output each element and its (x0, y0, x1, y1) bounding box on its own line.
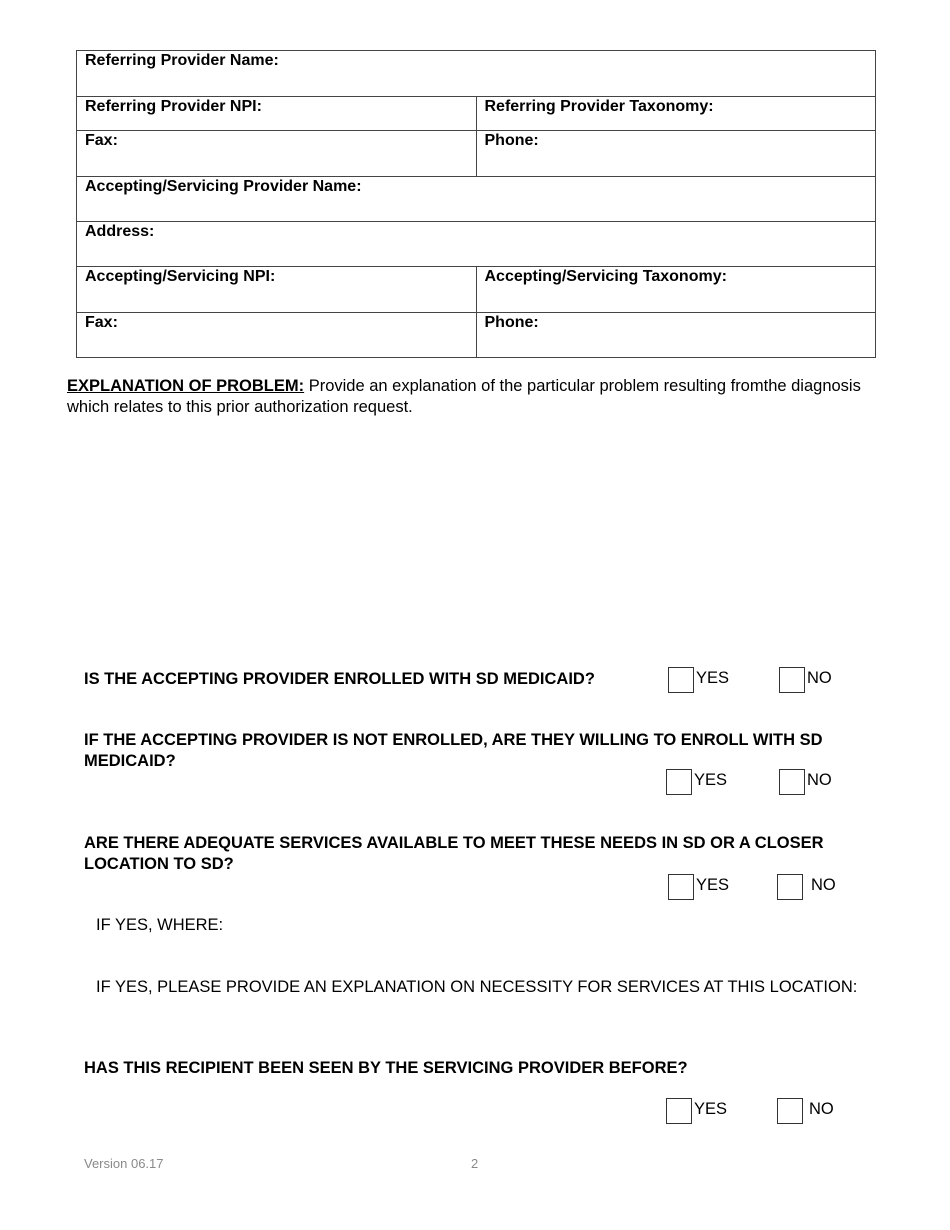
seen-no-label: NO (809, 1100, 834, 1118)
referring-provider-npi-field[interactable] (77, 97, 477, 131)
willing-no-checkbox[interactable] (779, 769, 805, 795)
address-label: Address: (85, 223, 155, 240)
seen-yes-option[interactable] (666, 1098, 727, 1124)
accepting-fax-label: Fax: (85, 314, 118, 331)
willing-yes-label: YES (694, 771, 728, 789)
accepting-phone-label: Phone: (484, 314, 539, 331)
accepting-npi-label: Accepting/Servicing NPI: (85, 268, 276, 285)
referring-provider-npi-label: Referring Provider NPI: (85, 98, 262, 115)
services-yes-option[interactable] (668, 874, 729, 900)
enrolled-yes-option[interactable] (668, 667, 729, 693)
explanation-section (67, 376, 887, 417)
enrolled-no-label: NO (807, 669, 832, 687)
accepting-npi-field[interactable] (77, 267, 477, 313)
address-field[interactable] (77, 222, 876, 267)
referring-provider-taxonomy-field[interactable] (476, 97, 876, 131)
willing-yes-option[interactable] (666, 769, 727, 795)
seen-yes-checkbox[interactable] (666, 1098, 692, 1124)
provider-info-table (76, 50, 876, 358)
if-yes-explanation-label: IF YES, PLEASE PROVIDE AN EXPLANATION ON NECESSITY FOR SERVICES AT THIS LOCATION: (96, 978, 858, 996)
referring-provider-name-field[interactable] (77, 51, 876, 97)
referring-provider-taxonomy-label: Referring Provider Taxonomy: (484, 98, 714, 115)
services-no-option[interactable] (777, 874, 836, 900)
explanation-text: Provide an explanation of the particular problem resulting fromthe diagnosis which relates to this prior authorization request. (67, 377, 861, 416)
seen-no-checkbox[interactable] (777, 1098, 803, 1124)
services-no-label: NO (811, 876, 836, 894)
question-adequate-services: ARE THERE ADEQUATE SERVICES AVAILABLE TO MEET THESE NEEDS IN SD OR A CLOSER LOCATION TO SD? (84, 834, 824, 873)
explanation-heading: EXPLANATION OF PROBLEM: (67, 377, 305, 395)
question-seen-before: HAS THIS RECIPIENT BEEN SEEN BY THE SERVICING PROVIDER BEFORE? (84, 1059, 688, 1077)
footer-version: Version 06.17 (84, 1156, 164, 1171)
accepting-taxonomy-label: Accepting/Servicing Taxonomy: (484, 268, 727, 285)
enrolled-yes-checkbox[interactable] (668, 667, 694, 693)
willing-no-option[interactable] (779, 769, 832, 795)
accepting-taxonomy-field[interactable] (476, 267, 876, 313)
services-yes-label: YES (696, 876, 730, 894)
services-yes-checkbox[interactable] (668, 874, 694, 900)
enrolled-no-option[interactable] (779, 667, 832, 693)
question-willing-to-enroll: IF THE ACCEPTING PROVIDER IS NOT ENROLLED, ARE THEY WILLING TO ENROLL WITH SD MEDICAID? (84, 731, 823, 770)
referring-provider-name-label: Referring Provider Name: (85, 52, 279, 69)
footer-page-number: 2 (471, 1156, 479, 1171)
referring-phone-label: Phone: (484, 132, 539, 149)
if-yes-where-label: IF YES, WHERE: (96, 916, 224, 934)
accepting-fax-field[interactable] (77, 313, 477, 358)
willing-no-label: NO (807, 771, 832, 789)
seen-no-option[interactable] (777, 1098, 834, 1124)
referring-fax-label: Fax: (85, 132, 118, 149)
referring-fax-field[interactable] (77, 131, 477, 177)
enrolled-no-checkbox[interactable] (779, 667, 805, 693)
question-enrolled: IS THE ACCEPTING PROVIDER ENROLLED WITH SD MEDICAID? (84, 670, 595, 688)
accepting-provider-name-label: Accepting/Servicing Provider Name: (85, 178, 362, 195)
willing-yes-checkbox[interactable] (666, 769, 692, 795)
accepting-provider-name-field[interactable] (77, 177, 876, 222)
enrolled-yes-label: YES (696, 669, 730, 687)
seen-yes-label: YES (694, 1100, 728, 1118)
referring-phone-field[interactable] (476, 131, 876, 177)
accepting-phone-field[interactable] (476, 313, 876, 358)
services-no-checkbox[interactable] (777, 874, 803, 900)
